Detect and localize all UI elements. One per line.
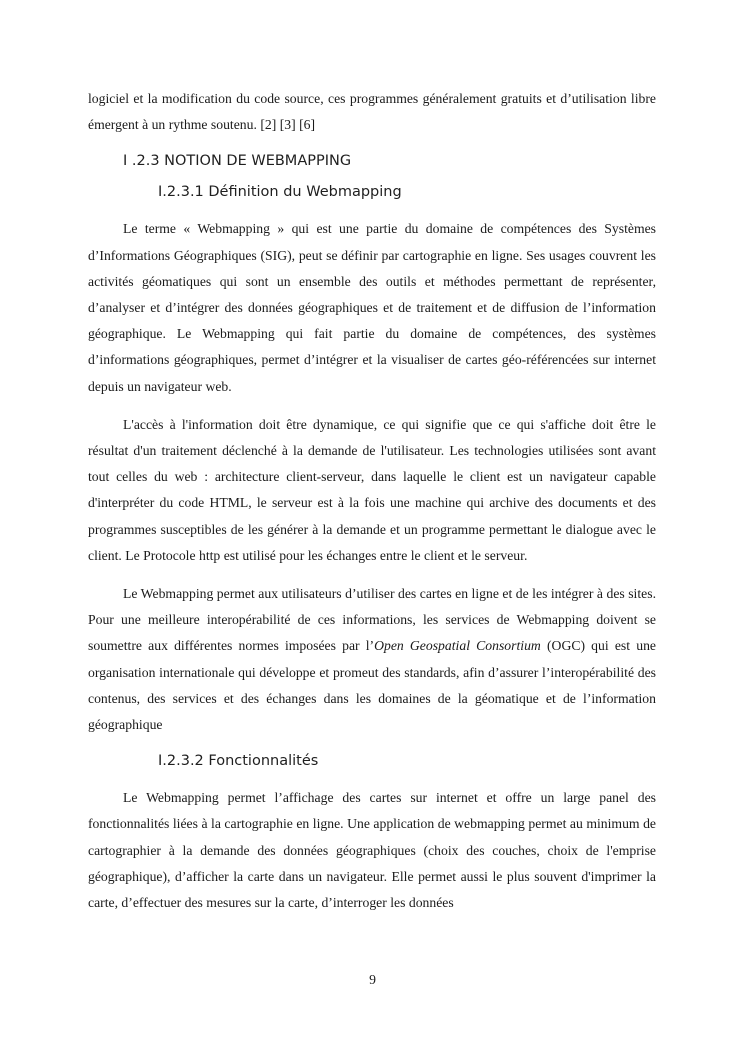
section-heading: I .2.3 NOTION DE WEBMAPPING [123, 153, 352, 170]
page-number: 9 [369, 972, 376, 987]
ogc-text-after: (OGC) qui est une organisation internationale qui développe et promeut des standards, afin d’assurer l’interopérabilité des contenus, des services et des échanges dans les domaines de la géomatique et de l’information géographique [88, 638, 656, 733]
subsection-1-heading: I.2.3.1 Définition du Webmapping [158, 184, 402, 201]
document-page [88, 86, 656, 916]
access-paragraph: L'accès à l'information doit être dynamique, ce qui signifie que ce qui s'affiche doit être le résultat d'un traitement déclenché à la demande de l'utilisateur. Les technologies utilisées sont avant tout celles du web : architecture client-serveur, dans laquelle le client est un navigateur capable d'interpréter du code HTML, le serveur est à la fois une machine qui archive des documents et des programmes susceptibles de les générer à la demande et un programme permettant le dialogue avec le client. Le Protocole http est utilisé pour les échanges entre le client et le serveur. [88, 416, 656, 563]
features-paragraph: Le Webmapping permet l’affichage des cartes sur internet et offre un large panel des fonctionnalités liées à la cartographie en ligne. Une application de webmapping permet au minimum de cartographier à la demande des données géographiques (choix des couches, choix de l'emprise géographique), d’afficher la carte dans un navigateur. Elle permet aussi le plus souvent d'imprimer la carte, d’effectuer des mesures sur la carte, d’interroger les données [88, 790, 656, 911]
ogc-paragraph [88, 581, 656, 738]
ogc-emphasis: Open Geospatial Consortium [374, 638, 541, 654]
subsection-2-heading: I.2.3.2 Fonctionnalités [158, 753, 319, 770]
ogc-text-before: Le Webmapping permet aux utilisateurs d’utiliser des cartes en ligne et de les intégrer à des sites. Pour une meilleure interopérabilité de ces informations, les services de Webmapping doivent se soumettre aux différentes normes imposées par l’ [88, 586, 656, 654]
definition-paragraph: Le terme « Webmapping » qui est une partie du domaine de compétences des Systèmes d’Informations Géographiques (SIG), peut se définir par cartographie en ligne. Ses usages couvrent les activités géomatiques qui sont un ensemble des outils et méthodes permettant de représenter, d’analyser et d’intégrer des données géographiques et de traitement et de diffusion de l’information géographique. Le Webmapping qui fait partie du domaine de compétences, des systèmes d’informations géographiques, permet d’intégrer et la visualiser de cartes géo-référencées sur internet depuis un navigateur web. [88, 221, 656, 394]
intro-paragraph: logiciel et la modification du code source, ces programmes généralement gratuits et d’utilisation libre émergent à un rythme soutenu. [2] [3] [6] [88, 91, 656, 133]
